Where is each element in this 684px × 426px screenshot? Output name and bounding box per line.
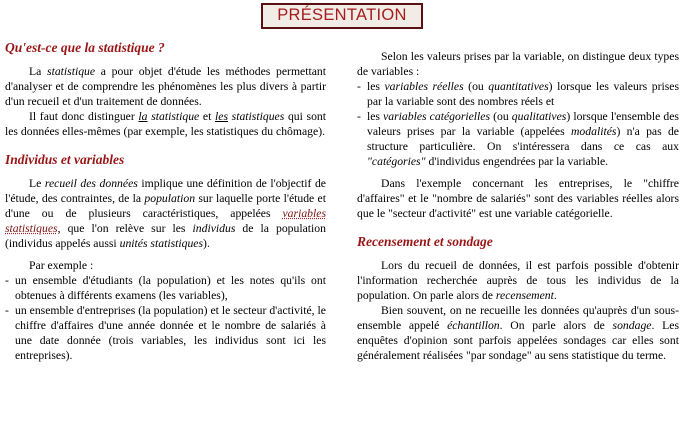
list-item: - un ensemble d'étudiants (la population) et les notes qu'ils ont obtenues à différents examens (les variables), [5,273,326,303]
example-list [5,273,326,363]
title-area [0,3,684,29]
right-column [357,40,679,363]
heading-recensement: Recensement et sondage [357,234,493,249]
list-item: - un ensemble d'entreprises (la population) et le secteur d'activité, le chiffre d'affaires d'une année donnée et le nombre de salariés à une date donnée (trois variables, les individus sont ici les entreprises). [5,303,326,363]
paragraph-sondage: Bien souvent, on ne recueille les données qu'auprès d'un sous-ensemble appelé échantillon. On parle alors de sondage. Les enquêtes d'opinion sont parfois appelées sondages car elles sont généralement réalisées "par sondage" au sens statistique du terme. [357,304,679,362]
paragraph-distinguish: Il faut donc distinguer la statistique et les statistiques qui sont les données elles-mêmes (par exemple, les statistiques du chômage). [5,110,327,138]
paragraph-types: Selon les valeurs prises par la variable, on distingue deux types de variables : [357,50,679,78]
paragraph-entreprises: Dans l'exemple concernant les entreprises, le "chiffre d'affaires" et le "nombre de salariés" sont des variables réelles alors que le "secteur d'activité" est une variable catégorielle. [357,177,679,220]
paragraph-definition: La statistique a pour objet d'étude les méthodes permettant d'analyser et de comprendre les phénomènes les plus divers à partir d'un recueil et d'un traitement de données. [5,65,326,108]
list-item: - les variables catégorielles (ou qualitatives) lorsque l'ensemble des valeurs prises par la variable (appelées modalités) n'a pas de structure particulière. On s'intéressera dans ce cas aux "catégories" d'individus engendrées par la variable. [357,109,679,169]
paragraph-recensement: Lors du recueil de données, il est parfois possible d'obtenir l'information recherchée auprès de tous les individus de la population. On parle alors de recensement. [357,259,679,302]
types-list [357,79,679,169]
heading-statistique: Qu'est-ce que la statistique ? [5,40,165,55]
link-variables-statistiques[interactable]: variables statistiques [5,207,326,235]
page-title: PRÉSENTATION [261,3,423,29]
left-column [5,40,326,363]
list-item: - les variables réelles (ou quantitatives) lorsque les valeurs prises par la variable sont des nombres réels et [357,79,679,109]
paragraph-recueil: Le recueil des données implique une définition de l'objectif de l'étude, des contraintes, de la population sur laquelle porte l'étude et d'une ou de plusieurs caractéristiques, appelées variables statistiques, que l'on relève sur les individus de la population (individus appelés aussi unités statistiques). [5,177,326,250]
paragraph-exemple: Par exemple : [29,259,94,272]
heading-individus: Individus et variables [5,152,125,167]
